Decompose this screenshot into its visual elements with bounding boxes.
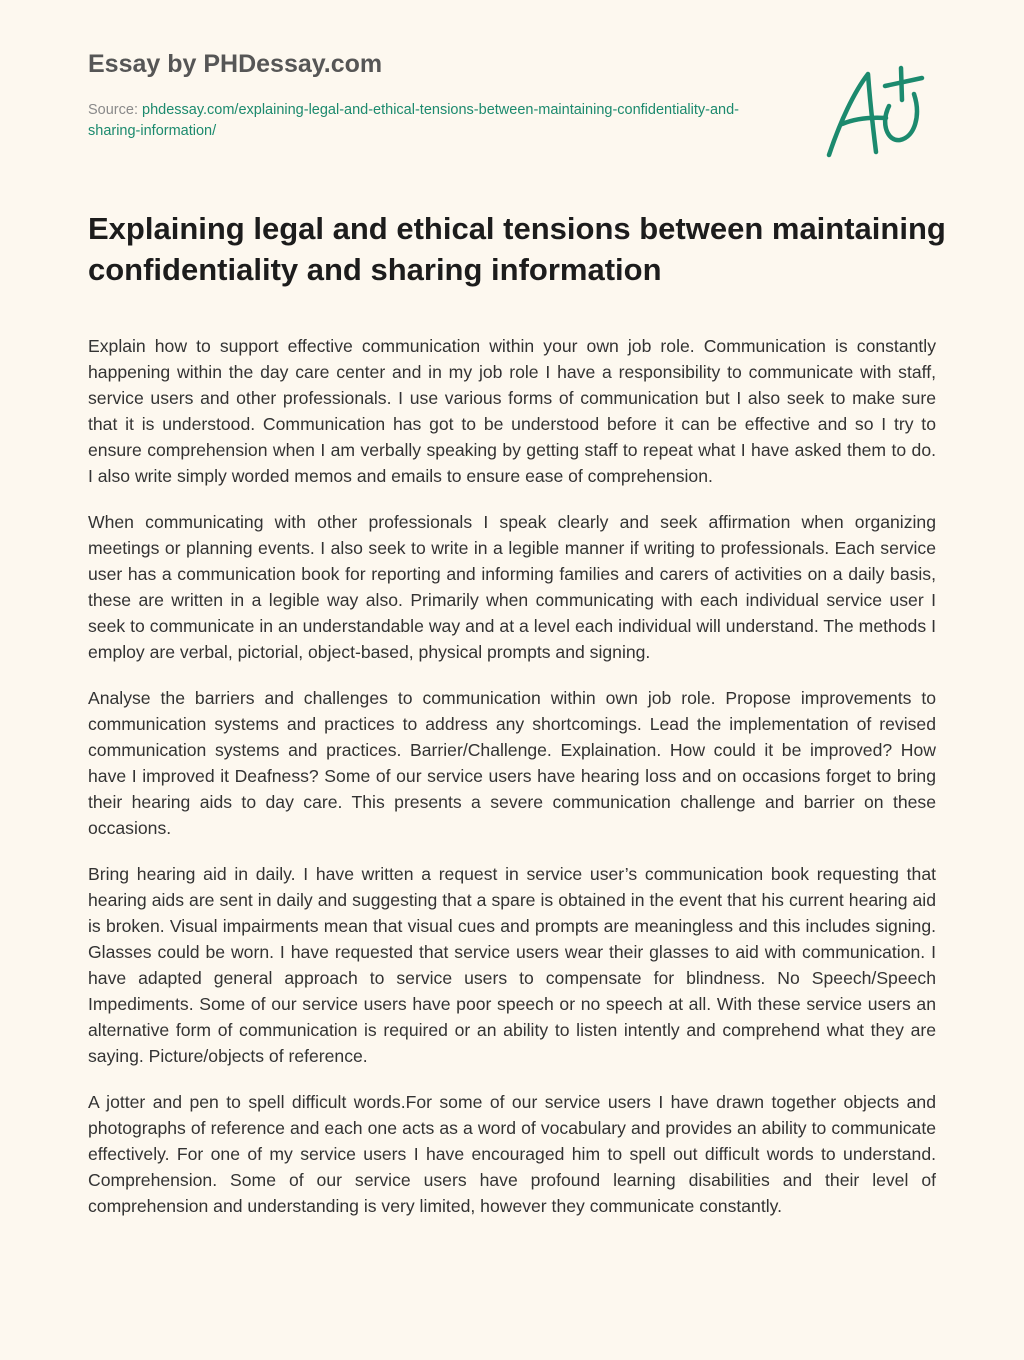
essay-paragraph: Bring hearing aid in daily. I have written a request in service user’s communication book requesting that hearing aids are sent in daily and suggesting that a spare is obtained in the event that his current hearing aid is broken. Visual impairments mean that visual cues and prompts are meaningless and this includes signing. Glasses could be worn. I have requested that service users wear their glasses to aid with communication. I have adapted general approach to service users to compensate for blindness. No Speech/Speech Impediments. Some of our service users have poor speech or no speech at all. With these service users an alternative form of communication is required or an ability to listen intently and comprehend what they are saying. Picture/objects of reference.	[88, 864, 936, 1066]
essay-body	[88, 333, 936, 1310]
essay-paragraph: A jotter and pen to spell difficult words.For some of our service users I have drawn together objects and photographs of reference and each one acts as a word of vocabulary and provides an ability to communicate effectively. For one of my service users I have encouraged him to spell out difficult words to understand. Comprehension. Some of our service users have profound learning disabilities and their level of comprehension and understanding is very limited, however they communicate constantly.	[88, 1092, 936, 1216]
essay-paragraph: When communicating with other professionals I speak clearly and seek affirmation when organizing meetings or planning events. I also seek to write in a legible manner if writing to professionals. Each service user has a communication book for reporting and informing families and carers of activities on a daily basis, these are written in a legible way also. Primarily when communicating with each individual service user I seek to communicate in an understandable way and at a level each individual will understand. The methods I employ are verbal, pictorial, object-based, physical prompts and signing.	[88, 512, 936, 662]
essay-paragraph: Explain how to support effective communication within your own job role. Communication is constantly happening within the day care center and in my job role I have a responsibility to communicate with staff, service users and other professionals. I use various forms of communication but I also seek to make sure that it is understood. Communication has got to be understood before it can be effective and so I try to ensure comprehension when I am verbally speaking by getting staff to repeat what I have asked them to do. I also write simply worded memos and emails to ensure ease of comprehension.	[88, 336, 936, 486]
site-brand: Essay by PHDessay.com	[88, 50, 383, 78]
a-plus-logo-icon	[818, 62, 930, 162]
source-line	[88, 100, 748, 142]
source-label: Source:	[88, 102, 142, 118]
essay-title: Explaining legal and ethical tensions between maintaining confidentiality and sharing information	[88, 211, 946, 287]
essay-paragraph: Analyse the barriers and challenges to communication within own job role. Propose improvements to communication systems and practices to address any shortcomings. Lead the implementation of revised communication systems and practices. Barrier/Challenge. Explaination. How could it be improved? How have I improved it Deafness? Some of our service users have hearing loss and on occasions forget to bring their hearing aids to day care. This presents a severe communication challenge and barrier on these occasions.	[88, 688, 936, 838]
source-link[interactable]: phdessay.com/explaining-legal-and-ethical-tensions-between-maintaining-confidentiality-and-sharing-information/	[88, 102, 739, 139]
